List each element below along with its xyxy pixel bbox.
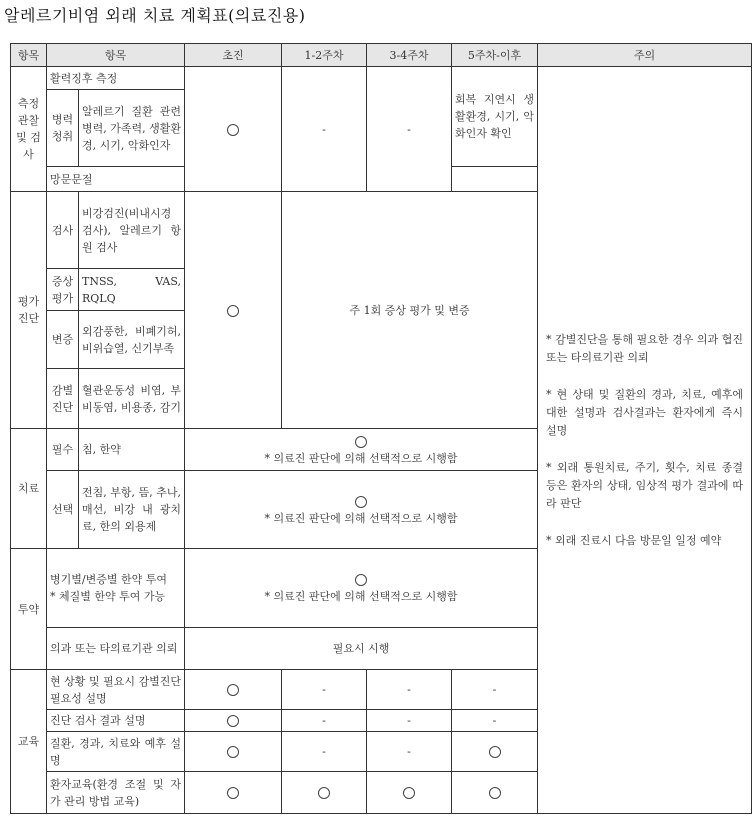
herbal-plan: [185, 549, 538, 628]
note-item: * 외래 통원치료, 주기, 횟수, 치료 종결 등은 환자의 상태, 임상적 평가 결과에 따라 판단: [546, 460, 744, 510]
required-detail: 침, 한약: [79, 429, 185, 471]
header-week-1-2: 1-2주차: [282, 44, 367, 67]
circle-mark: [355, 574, 367, 586]
circle-mark: [355, 436, 367, 448]
edu-diff-w34: [367, 670, 452, 710]
edu-disease-initial: [185, 732, 282, 772]
header-initial: 초진: [185, 44, 282, 67]
group-measure: 측정 관찰 및 검사: [11, 67, 47, 192]
measure-week-3-4: [367, 67, 452, 192]
edu-diff-initial: [185, 670, 282, 710]
edu-patient: 환자교육(환경 조절 및 자가 관리 방법 교육): [47, 772, 185, 814]
vital-sign-item: 활력징후 측정: [47, 67, 185, 90]
edu-patient-initial: [185, 772, 282, 814]
group-treat: 치료: [11, 429, 47, 549]
group-med: 투약: [11, 549, 47, 670]
edu-disease-w34: [367, 732, 452, 772]
dash-mark: -: [492, 683, 497, 696]
history-label: 병력 청취: [47, 90, 79, 167]
edu-result-explain: 진단 검사 결과 설명: [47, 710, 185, 732]
dash-mark: -: [407, 683, 411, 696]
edu-diff-explain: 현 상황 및 필요시 감별진단 필요성 설명: [47, 670, 185, 710]
diff-detail: 혈관운동성 비염, 부비동염, 비용종, 감기: [79, 369, 185, 429]
required-label: 필수: [47, 429, 79, 471]
inspection-week-5: [452, 167, 538, 192]
edu-result-w5: [452, 710, 538, 732]
circle-mark: [227, 684, 239, 696]
score-label: 증상평가: [47, 269, 79, 311]
edu-result-w12: [282, 710, 367, 732]
dash-mark: -: [322, 745, 326, 758]
constitution-text: * 체질별 한약 투여 가능: [50, 590, 166, 603]
note-item: * 현 상태 및 질환의 경과, 치료, 예후에 대한 설명과 검사결과는 환자에게 즉시 설명: [546, 387, 744, 437]
note-item: * 외래 진료시 다음 방문일 일정 예약: [546, 533, 722, 547]
required-plan: [185, 429, 538, 471]
edu-patient-w5: [452, 772, 538, 814]
selective-note: * 의료진 판단에 의해 선택적으로 시행함: [264, 451, 458, 465]
inspection-item: 망문문절: [47, 167, 185, 192]
header-week-5: 5주차-이후: [452, 44, 538, 67]
circle-mark: [227, 787, 239, 799]
circle-mark: [227, 305, 239, 317]
dash-mark: -: [407, 714, 411, 727]
circle-mark: [318, 787, 330, 799]
circle-mark: [403, 787, 415, 799]
history-detail: 알레르기 질환 관련 병력, 가족력, 생활환경, 시기, 악화인자: [79, 90, 185, 167]
circle-mark: [355, 496, 367, 508]
header-row: [11, 44, 752, 67]
header-week-3-4: 3-4주차: [367, 44, 452, 67]
header-notes: 주의: [538, 44, 752, 67]
edu-result-initial: [185, 710, 282, 732]
header-category: 항목: [11, 44, 47, 67]
referral-item: 의과 또는 타의료기관 의뢰: [47, 628, 185, 670]
group-edu: 교육: [11, 670, 47, 814]
group-eval: 평가 진단: [11, 192, 47, 429]
eval-initial: [185, 192, 282, 429]
dash-mark: -: [322, 683, 326, 696]
optional-plan: [185, 471, 538, 549]
score-detail: TNSS, VAS, RQLQ: [79, 269, 185, 311]
herbal-item: [47, 549, 185, 628]
dash-mark: -: [407, 122, 411, 136]
exam-detail: 비강검진(비내시경 검사), 알레르기 항원 검사: [79, 192, 185, 269]
dash-mark: -: [492, 714, 497, 727]
referral-plan: 필요시 시행: [185, 628, 538, 670]
edu-patient-w34: [367, 772, 452, 814]
page-title: 알레르기비염 외래 치료 계획표(의료진용): [4, 6, 306, 25]
edu-disease-w12: [282, 732, 367, 772]
selective-note: * 의료진 판단에 의해 선택적으로 시행함: [264, 511, 458, 525]
notes-cell: [538, 67, 752, 814]
edu-disease-w5: [452, 732, 538, 772]
optional-label: 선택: [47, 471, 79, 549]
eval-followup: 주 1회 증상 평가 및 변증: [282, 192, 538, 429]
circle-mark: [227, 715, 239, 727]
edu-patient-w12: [282, 772, 367, 814]
table-row: [11, 67, 752, 90]
pattern-label: 변증: [47, 311, 79, 369]
edu-disease-explain: 질환, 경과, 치료와 예후 설명: [47, 732, 185, 772]
note-item: * 감별진단을 통해 필요한 경우 의과 협진 또는 타의료기관 의뢰: [546, 332, 744, 364]
dash-mark: -: [322, 714, 326, 727]
circle-mark: [227, 124, 239, 136]
measure-initial: [185, 67, 282, 192]
selective-note: * 의료진 판단에 의해 선택적으로 시행함: [264, 590, 458, 603]
edu-result-w34: [367, 710, 452, 732]
dash-mark: -: [322, 122, 326, 136]
circle-mark: [489, 746, 501, 758]
herbal-text: 병기별/변증별 한약 투여: [50, 573, 167, 586]
edu-diff-w5: [452, 670, 538, 710]
treatment-plan-table: [10, 43, 752, 814]
optional-detail: 전침, 부항, 뜸, 추나, 매선, 비강 내 광치료, 한의 외용제: [79, 471, 185, 549]
measure-week-5: 회복 지연시 생활환경, 시기, 악화인자 확인: [452, 67, 538, 167]
diff-label: 감별진단: [47, 369, 79, 429]
header-item: 항목: [47, 44, 185, 67]
edu-diff-w12: [282, 670, 367, 710]
circle-mark: [227, 746, 239, 758]
circle-mark: [489, 787, 501, 799]
pattern-detail: 외감풍한, 비폐기허, 비위습열, 신기부족: [79, 311, 185, 369]
exam-label: 검사: [47, 192, 79, 269]
dash-mark: -: [407, 745, 411, 758]
measure-week-1-2: [282, 67, 367, 192]
